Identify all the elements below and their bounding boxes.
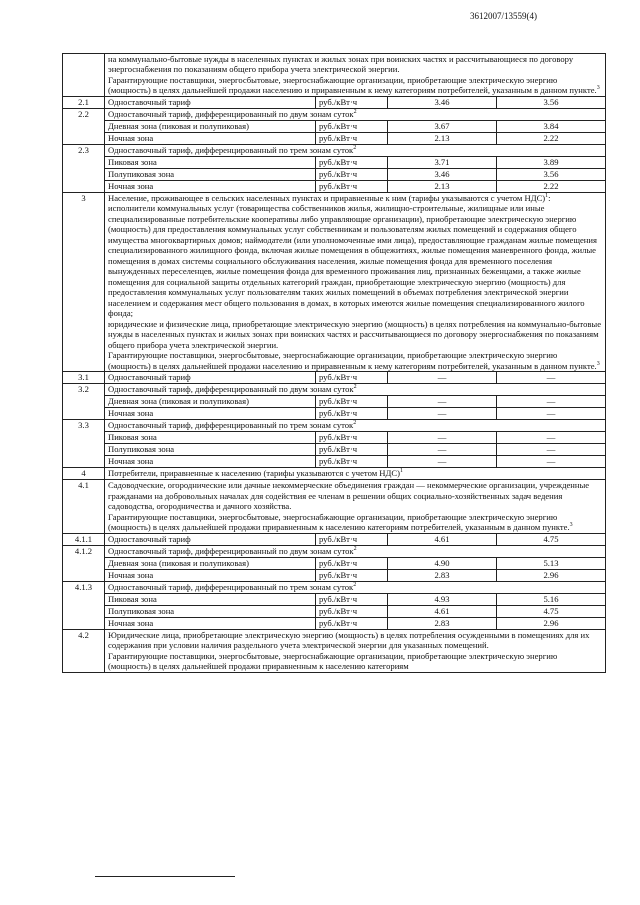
label-cell: Одноставочный тариф, дифференцированный по трем зонам суток$^2$ <box>105 420 606 432</box>
label-cell: Полупиковая зона <box>105 605 316 617</box>
num-cell: 4 <box>63 468 105 480</box>
table-row <box>63 569 606 581</box>
label-cell: Ночная зона <box>105 617 316 629</box>
unit-cell: руб./кВт·ч <box>316 605 388 617</box>
value-cell: 3.71 <box>388 156 497 168</box>
label-cell: Дневная зона (пиковая и полупиковая) <box>105 120 316 132</box>
unit-cell: руб./кВт·ч <box>316 168 388 180</box>
num-cell: 4.1.2 <box>63 545 105 581</box>
label-cell: Ночная зона <box>105 408 316 420</box>
description-cell <box>105 480 606 533</box>
value-cell: 3.46 <box>388 168 497 180</box>
label-cell: Ночная зона <box>105 132 316 144</box>
value-cell: 3.56 <box>497 96 606 108</box>
value-cell: 4.90 <box>388 557 497 569</box>
unit-cell: руб./кВт·ч <box>316 444 388 456</box>
value-cell: 2.96 <box>497 617 606 629</box>
table-row <box>63 629 606 672</box>
value-cell: 2.83 <box>388 617 497 629</box>
num-cell: 4.1.3 <box>63 581 105 629</box>
label-cell: Одноставочный тариф <box>105 96 316 108</box>
table-row <box>63 372 606 384</box>
table-row <box>63 168 606 180</box>
value-cell: — <box>388 456 497 468</box>
value-cell: 2.22 <box>497 180 606 192</box>
description-cell <box>105 629 606 672</box>
value-cell: 2.83 <box>388 569 497 581</box>
value-cell: 3.56 <box>497 168 606 180</box>
table-row <box>63 396 606 408</box>
paragraph: Юридические лица, приобретающие электрическую энергию (мощность) в целях потребления осужденными в помещениях для их содержания при условии наличия раздельного учета электрической энергии для указанных помещений. <box>108 629 590 651</box>
section-title: Потребители, приравненные к населению (тарифы указываются с учетом НДС)$^1$ <box>105 468 606 480</box>
num-cell: 3.1 <box>63 372 105 384</box>
value-cell: 4.75 <box>497 605 606 617</box>
unit-cell: руб./кВт·ч <box>316 557 388 569</box>
label-cell: Одноставочный тариф, дифференцированный по двум зонам суток$^2$ <box>105 384 606 396</box>
footnote-separator <box>95 876 235 877</box>
table-row <box>63 408 606 420</box>
table-row <box>63 108 606 120</box>
num-cell: 2.1 <box>63 96 105 108</box>
unit-cell: руб./кВт·ч <box>316 617 388 629</box>
label-cell: Одноставочный тариф, дифференцированный по трем зонам суток$^2$ <box>105 581 606 593</box>
num-cell: 3.3 <box>63 420 105 468</box>
document-number: 3612007/13559(4) <box>470 11 537 21</box>
value-cell: 5.16 <box>497 593 606 605</box>
value-cell: — <box>388 372 497 384</box>
table-row <box>63 420 606 432</box>
unit-cell: руб./кВт·ч <box>316 396 388 408</box>
value-cell: — <box>388 444 497 456</box>
table-row <box>63 605 606 617</box>
unit-cell: руб./кВт·ч <box>316 569 388 581</box>
table-row <box>63 96 606 108</box>
section-title: Население, проживающее в сельских населенных пунктах и приравненные к ним (тарифы указываются с учетом НДС)$^1$: <box>108 192 551 203</box>
table-row <box>63 384 606 396</box>
table-row <box>63 480 606 533</box>
paragraph: Гарантирующие поставщики, энергосбытовые, энергоснабжающие организации, приобретающие электрическую энергию (мощность) в целях дальнейшей продажи населению и приравненным к нему категориям потребителей, указанным в данном пункте.$^3$ <box>108 350 600 371</box>
value-cell: 2.22 <box>497 132 606 144</box>
value-cell: 4.93 <box>388 593 497 605</box>
label-cell: Одноставочный тариф <box>105 533 316 545</box>
value-cell: 5.13 <box>497 557 606 569</box>
unit-cell: руб./кВт·ч <box>316 372 388 384</box>
label-cell: Пиковая зона <box>105 156 316 168</box>
paragraph: Гарантирующие поставщики, энергосбытовые, энергоснабжающие организации, приобретающие электрическую энергию (мощность) в целях дальнейшей продажи населению и приравненным к нему категориям потребителей, указанным в данном пункте.$^3$ <box>108 74 600 96</box>
value-cell: — <box>497 372 606 384</box>
table-row <box>63 432 606 444</box>
value-cell: 4.61 <box>388 533 497 545</box>
label-cell: Полупиковая зона <box>105 444 316 456</box>
num-cell <box>63 54 105 97</box>
num-cell: 4.1.1 <box>63 533 105 545</box>
num-cell: 2.3 <box>63 144 105 192</box>
unit-cell: руб./кВт·ч <box>316 432 388 444</box>
value-cell: — <box>497 456 606 468</box>
value-cell: 3.67 <box>388 120 497 132</box>
value-cell: — <box>497 432 606 444</box>
label-cell: Пиковая зона <box>105 432 316 444</box>
unit-cell: руб./кВт·ч <box>316 120 388 132</box>
table-row <box>63 581 606 593</box>
value-cell: 4.61 <box>388 605 497 617</box>
table-row <box>63 192 606 371</box>
label-cell: Одноставочный тариф, дифференцированный по двум зонам суток$^2$ <box>105 108 606 120</box>
value-cell: — <box>388 432 497 444</box>
table-row <box>63 545 606 557</box>
label-cell: Дневная зона (пиковая и полупиковая) <box>105 396 316 408</box>
num-cell: 3.2 <box>63 384 105 420</box>
paragraph: на коммунально-бытовые нужды в населенных пунктах и жилых зонах при воинских частях и рассчитывающиеся по договору энергоснабжения по показаниям общего прибора учета электрической энергии. <box>108 54 574 75</box>
table-row <box>63 444 606 456</box>
description-cell <box>105 54 606 97</box>
table-row <box>63 120 606 132</box>
unit-cell: руб./кВт·ч <box>316 408 388 420</box>
tariff-table <box>62 53 606 673</box>
value-cell: 3.89 <box>497 156 606 168</box>
unit-cell: руб./кВт·ч <box>316 96 388 108</box>
table-row <box>63 533 606 545</box>
table-row <box>63 557 606 569</box>
label-cell: Пиковая зона <box>105 593 316 605</box>
paragraph: Садоводческие, огороднические или дачные некоммерческие объединения граждан — некоммерческие организации, учрежденные гражданами на добровольных началах для содействия ее членам в решении общих социально-хозяйственных задач ведения садоводства, огородничества и дачного хозяйства. <box>108 480 590 512</box>
label-cell: Одноставочный тариф <box>105 372 316 384</box>
unit-cell: руб./кВт·ч <box>316 132 388 144</box>
paragraph: Гарантирующие поставщики, энергосбытовые, энергоснабжающие организации, приобретающие электрическую энергию (мощность) в целях дальнейшей продажи приравненным к населению категориям потребителей, указанным в данном пункте.$^3$ <box>108 511 573 533</box>
table-row <box>63 593 606 605</box>
label-cell: Ночная зона <box>105 180 316 192</box>
unit-cell: руб./кВт·ч <box>316 456 388 468</box>
value-cell: — <box>497 396 606 408</box>
value-cell: 4.75 <box>497 533 606 545</box>
table-row <box>63 617 606 629</box>
table-row <box>63 456 606 468</box>
unit-cell: руб./кВт·ч <box>316 156 388 168</box>
num-cell: 4.1 <box>63 480 105 533</box>
num-cell: 3 <box>63 192 105 371</box>
label-cell: Дневная зона (пиковая и полупиковая) <box>105 557 316 569</box>
unit-cell: руб./кВт·ч <box>316 180 388 192</box>
table-row <box>63 468 606 480</box>
table-row <box>63 144 606 156</box>
description-cell <box>105 192 606 371</box>
num-cell: 2.2 <box>63 108 105 144</box>
value-cell: — <box>497 444 606 456</box>
value-cell: 3.84 <box>497 120 606 132</box>
value-cell: 3.46 <box>388 96 497 108</box>
value-cell: 2.13 <box>388 180 497 192</box>
table-row <box>63 132 606 144</box>
value-cell: 2.13 <box>388 132 497 144</box>
value-cell: — <box>497 408 606 420</box>
value-cell: — <box>388 408 497 420</box>
label-cell: Одноставочный тариф, дифференцированный по двум зонам суток$^2$ <box>105 545 606 557</box>
paragraph: исполнители коммунальных услуг (товарищества собственников жилья, жилищно-строительные, жилищные или иные специализированные потребительские кооперативы либо управляющие организации), приобретающие электрическую энергию (мощность) для предоставления коммунальных услуг собственникам и пользователям жилых помещений и содержания общего имущества многоквартирных домов; наймодатели (или уполномоченные ими лица), предоставляющие гражданам жилые помещения специализированного жилищного фонда, включая жилые помещения в общежитиях, жилые помещения маневренного фонда, жилые помещения в домах системы социального обслуживания населения, жилые помещения фонда для временного поселения вынужденных переселенцев, жилые помещения фонда для временного проживания лиц, признанных беженцами, а также жилые помещения для социальной защиты отдельных категорий граждан, приобретающие электрическую энергию (мощность) для предоставления коммунальных услуг пользователям таких жилых помещений в объемах потребления электрической энергии населением и содержания мест общего пользования в домах, в которых имеются жилые помещения специализированного жилого фонда; <box>108 203 597 319</box>
value-cell: 2.96 <box>497 569 606 581</box>
unit-cell: руб./кВт·ч <box>316 533 388 545</box>
paragraph: юридические и физические лица, приобретающие электрическую энергию (мощность) в целях потребления на коммунально-бытовые нужды в населенных пунктах и жилых зонах при воинских частях и рассчитывающиеся по договору энергоснабжения по показаниям общего прибора учета электрической энергии. <box>108 318 602 350</box>
label-cell: Ночная зона <box>105 569 316 581</box>
table-row <box>63 180 606 192</box>
paragraph: Гарантирующие поставщики, энергосбытовые, энергоснабжающие организации, приобретающие электрическую энергию (мощность) в целях дальнейшей продажи приравненным к населению категориям <box>108 650 558 672</box>
table-row <box>63 156 606 168</box>
table-row <box>63 54 606 97</box>
value-cell: — <box>388 396 497 408</box>
label-cell: Ночная зона <box>105 456 316 468</box>
label-cell: Полупиковая зона <box>105 168 316 180</box>
label-cell: Одноставочный тариф, дифференцированный по трем зонам суток$^2$ <box>105 144 606 156</box>
num-cell: 4.2 <box>63 629 105 672</box>
unit-cell: руб./кВт·ч <box>316 593 388 605</box>
